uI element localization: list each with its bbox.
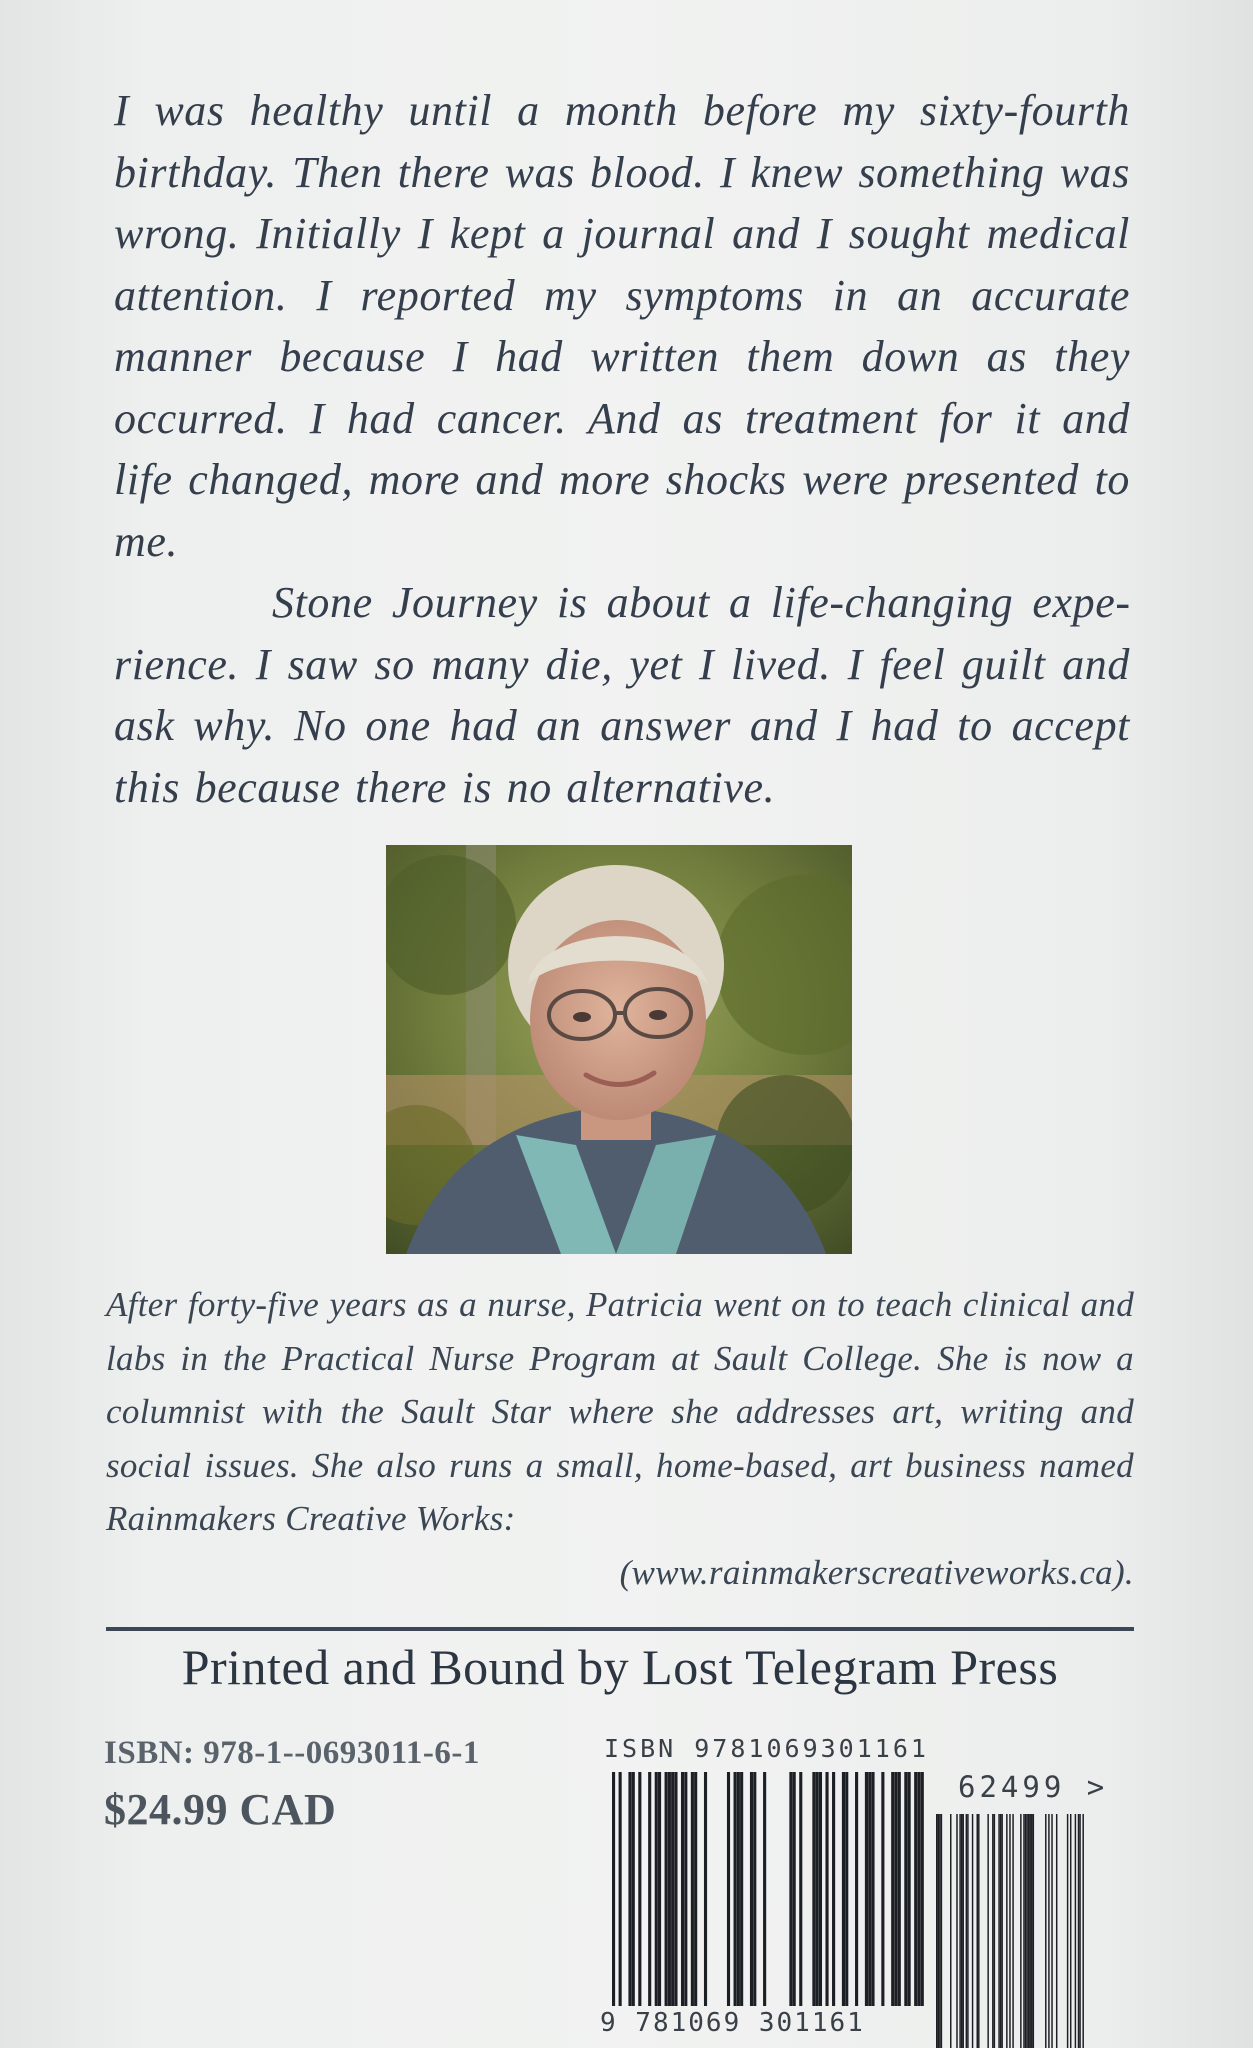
barcode-bar bbox=[1033, 1814, 1034, 2048]
barcode-bar bbox=[750, 1772, 753, 2006]
isbn-label: ISBN: 978-1--0693011-6-1 bbox=[104, 1735, 480, 1771]
barcode-bar bbox=[941, 1814, 942, 2048]
barcode-bar bbox=[799, 1772, 802, 2006]
barcode-bar bbox=[1009, 1814, 1010, 2048]
barcode-bar bbox=[977, 1814, 978, 2048]
barcode-bar bbox=[1028, 1814, 1029, 2048]
author-photo bbox=[386, 845, 852, 1254]
barcode-bar bbox=[1026, 1814, 1027, 2048]
barcode-bar bbox=[855, 1772, 858, 2006]
barcode-bar bbox=[871, 1772, 874, 2006]
barcode-bar bbox=[865, 1772, 868, 2006]
barcode-bar bbox=[612, 1772, 615, 2006]
barcode-addon-bars bbox=[936, 1814, 1084, 2048]
barcode-bar bbox=[648, 1772, 651, 2006]
barcode-bar bbox=[992, 1814, 993, 2048]
barcode-bar bbox=[1045, 1814, 1046, 2048]
barcode-bar bbox=[1020, 1814, 1021, 2048]
barcode-bar bbox=[819, 1772, 822, 2006]
barcode-bar bbox=[691, 1772, 694, 2006]
author-bio bbox=[106, 1278, 1134, 1599]
barcode-bar bbox=[894, 1772, 897, 2006]
barcode-isbn-text: ISBN 9781069301161 bbox=[604, 1734, 929, 1763]
barcode-bar bbox=[793, 1772, 796, 2006]
barcode-bar bbox=[789, 1772, 792, 2006]
blurb bbox=[114, 80, 1130, 818]
printer-credit: Printed and Bound by Lost Telegram Press bbox=[181, 1639, 1059, 1695]
blurb-paragraph-1: I was healthy until a month before my sixty-fourth birthday. Then there was blood. I knew something was wrong. Initially I kept a journal and I sought medical attention. I reported my symptoms in an accurate manner because I had written them down as they occurred. I had cancer. And as treatment for it and life changed, more and more shocks were presented to me. bbox=[114, 86, 1130, 566]
barcode-bar bbox=[816, 1772, 819, 2006]
barcode-bar bbox=[868, 1772, 871, 2006]
barcode-bar bbox=[1079, 1814, 1080, 2048]
barcode-bar bbox=[1070, 1814, 1071, 2048]
barcode-bar bbox=[904, 1772, 907, 2006]
barcode-bar bbox=[966, 1814, 967, 2048]
barcode-bar bbox=[1051, 1814, 1052, 2048]
barcode-bar bbox=[938, 1814, 939, 2048]
barcode-bar bbox=[632, 1772, 635, 2006]
barcode-bar bbox=[825, 1772, 828, 2006]
barcode-bar bbox=[936, 1814, 937, 2048]
barcode-bar bbox=[737, 1772, 740, 2006]
barcode-bar bbox=[972, 1814, 973, 2048]
author-portrait-image bbox=[386, 845, 852, 1254]
barcode-bar bbox=[1006, 1814, 1007, 2048]
blurb-paragraph-2: Stone Journey is about a life-changing experience. I saw so many die, yet I lived. I feel guilt and ask why. No one had an answer and I had to accept this because there is no alternative. bbox=[114, 578, 1130, 812]
barcode bbox=[600, 1730, 1120, 2048]
barcode-bar bbox=[674, 1772, 677, 2006]
barcode-bar bbox=[1075, 1814, 1076, 2048]
barcode-bar bbox=[1001, 1814, 1002, 2048]
barcode-bar bbox=[619, 1772, 622, 2006]
barcode-bar bbox=[655, 1772, 658, 2006]
barcode-bar bbox=[998, 1814, 999, 2048]
barcode-bar bbox=[753, 1772, 756, 2006]
barcode-bar bbox=[1031, 1814, 1032, 2048]
barcode-bar bbox=[668, 1772, 671, 2006]
barcode-main-bars bbox=[612, 1772, 924, 2006]
barcode-bar bbox=[734, 1772, 737, 2006]
barcode-bar bbox=[908, 1772, 911, 2006]
barcode-bar bbox=[914, 1772, 917, 2006]
price-label: $24.99 CAD bbox=[104, 1785, 337, 1834]
barcode-bar bbox=[994, 1814, 995, 2048]
barcode-bar bbox=[1012, 1814, 1013, 2048]
barcode-bar bbox=[1048, 1814, 1049, 2048]
barcode-bar bbox=[845, 1772, 848, 2006]
barcode-bar bbox=[898, 1772, 901, 2006]
barcode-bar bbox=[694, 1772, 697, 2006]
barcode-bar bbox=[921, 1772, 924, 2006]
barcode-bar bbox=[681, 1772, 684, 2006]
barcode-bar bbox=[959, 1814, 960, 2048]
barcode-bar bbox=[987, 1814, 988, 2048]
barcode-addon-number: 62499 > bbox=[958, 1770, 1109, 1804]
barcode-bar bbox=[1056, 1814, 1057, 2048]
barcode-bar bbox=[842, 1772, 845, 2006]
barcode-bar bbox=[727, 1772, 730, 2006]
barcode-bar bbox=[881, 1772, 884, 2006]
author-bio-text bbox=[106, 1278, 1134, 1599]
barcode-bar bbox=[978, 1814, 979, 2048]
barcode-bar bbox=[628, 1772, 631, 2006]
barcode-bar bbox=[956, 1814, 957, 2048]
barcode-bar bbox=[1025, 1814, 1026, 2048]
author-bio-body: After forty-five years as a nurse, Patricia went on to teach clinical and labs in the Practical Nurse Program at Sault College. She is now a columnist with the Sault Star where she addresses art, writing and social issues. She also runs a small, home-based, art business named Rainmakers Creative Works: bbox=[106, 1285, 1134, 1538]
barcode-bar bbox=[967, 1814, 968, 2048]
barcode-bar bbox=[704, 1772, 707, 2006]
barcode-bar bbox=[665, 1772, 668, 2006]
barcode-bar bbox=[1067, 1814, 1068, 2048]
barcode-bar bbox=[658, 1772, 661, 2006]
barcode-bar bbox=[832, 1772, 835, 2006]
barcode-bar bbox=[917, 1772, 920, 2006]
barcode-digits: 9 781069 301161 bbox=[600, 2008, 865, 2038]
divider-rule bbox=[106, 1627, 1134, 1631]
barcode-bar bbox=[939, 1814, 940, 2048]
barcode-bar bbox=[950, 1814, 951, 2048]
barcode-bar bbox=[1023, 1814, 1024, 2048]
barcode-bar bbox=[1029, 1814, 1030, 2048]
barcode-bar bbox=[763, 1772, 766, 2006]
barcode-bar bbox=[671, 1772, 674, 2006]
barcode-bar bbox=[962, 1814, 963, 2048]
barcode-bar bbox=[1082, 1814, 1083, 2048]
barcode-bar bbox=[684, 1772, 687, 2006]
barcode-bar bbox=[1078, 1814, 1079, 2048]
barcode-bar bbox=[961, 1814, 962, 2048]
barcode-bar bbox=[740, 1772, 743, 2006]
barcode-bar bbox=[891, 1772, 894, 2006]
barcode-bar bbox=[1000, 1814, 1001, 2048]
author-website-link[interactable]: (www.rainmakerscreativeworks.ca). bbox=[619, 1552, 1134, 1592]
barcode-bar bbox=[638, 1772, 641, 2006]
barcode-bar bbox=[812, 1772, 815, 2006]
